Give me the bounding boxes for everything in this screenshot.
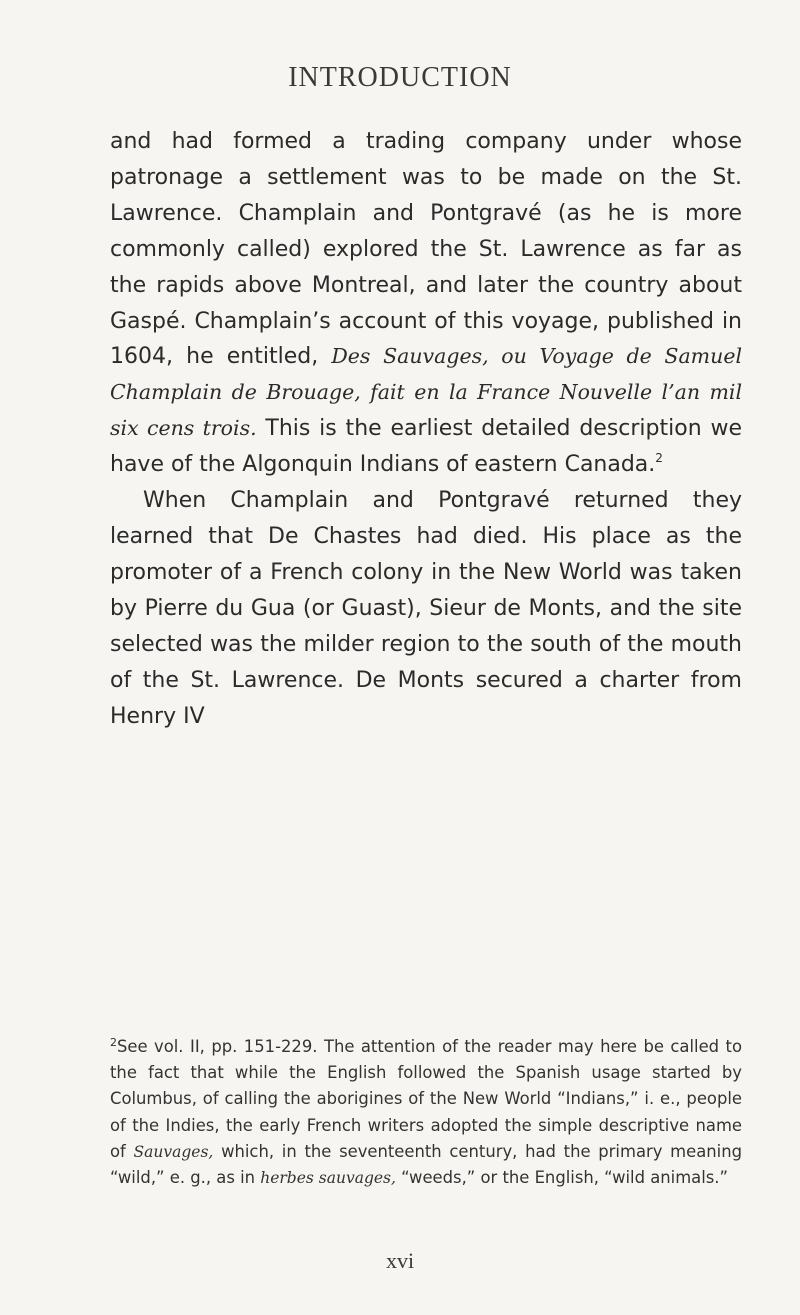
page-number: xvi bbox=[385, 1248, 415, 1273]
paragraph-2: When Champlain and Pontgravé returned they learned that De Chastes had died. His place as the promoter of a French colony in the New World was taken by Pierre du Gua (or Guast), Sieur de Monts, and the site selected was the milder region to the south of the mouth of the St. Lawrence. De Monts secured a charter from Henry IV bbox=[110, 488, 742, 729]
paragraph-1-text-b: This is the earliest detailed description we have of the Algonquin Indians of eastern Canada. bbox=[110, 416, 742, 478]
footnote-marker: 2 bbox=[110, 1036, 117, 1049]
footnote-italic-herbes: herbes sauvages, bbox=[260, 1169, 396, 1188]
footnote-italic-sauvages: Sauvages, bbox=[133, 1142, 214, 1161]
paragraph-1 bbox=[110, 124, 742, 483]
footnote-text-a: See vol. II, pp. 151-229. The attention of the reader may here be called to the fact that while the English followed the Spanish usage started by Columbus, of calling the aborigines of the New World “Indians,” i. e., people of the Indies, the early French writers adopted the simple descriptive name of bbox=[110, 1037, 742, 1161]
footnote-reference[interactable]: 2 bbox=[655, 451, 663, 466]
running-header: INTRODUCTION bbox=[288, 62, 512, 93]
paragraph-1-text-a: and had formed a trading company under whose patronage a settlement was to be made on the St. Lawrence. Champlain and Pontgravé (as he is more commonly called) explored the St. Lawrence as far as the rapids above Montreal, and later the country about Gaspé. Champlain’s account of this voyage, published in 1604, he entitled, bbox=[110, 129, 742, 370]
footnote bbox=[110, 1034, 742, 1191]
body-text bbox=[110, 124, 742, 734]
footnote-text-b: which, in the seventeenth century, had the primary meaning “wild,” e. g., as in bbox=[110, 1141, 742, 1188]
footnote-text-c: “weeds,” or the English, “wild animals.” bbox=[395, 1168, 728, 1188]
book-title-italic: Des Sauvages, ou Voyage de Samuel Champlain de Brouage, fait en la France Nouvelle l’an mil six cens trois. bbox=[110, 344, 743, 441]
